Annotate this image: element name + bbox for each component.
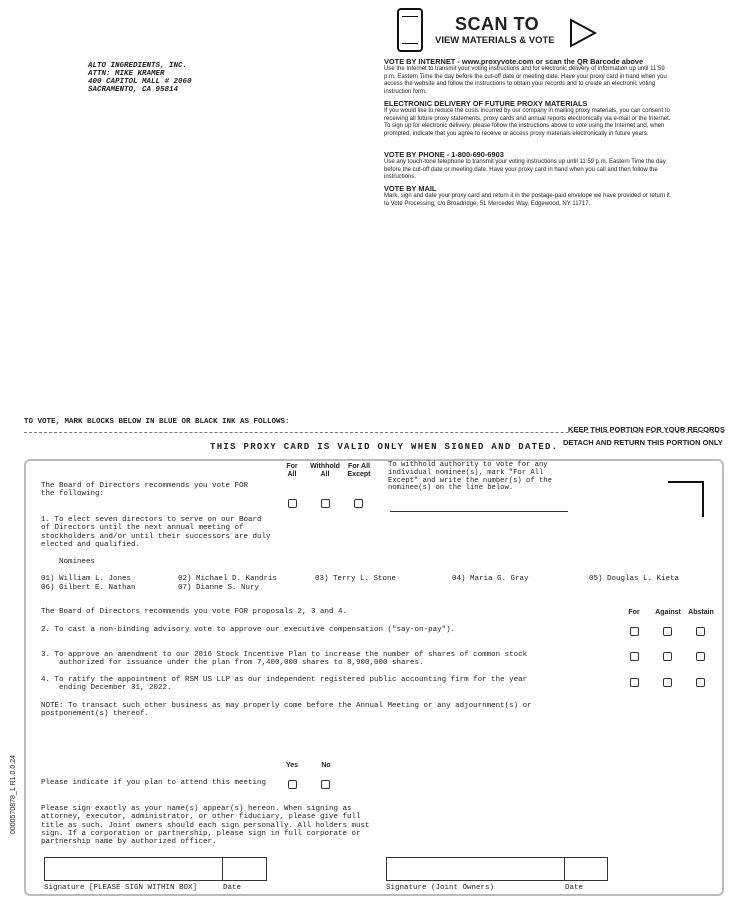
detach-label: DETACH AND RETURN THIS PORTION ONLY bbox=[563, 438, 723, 447]
proposal-2-for-checkbox[interactable] bbox=[630, 627, 639, 636]
nominee: 01) William L. Jones bbox=[41, 575, 132, 583]
proposal-4-for-checkbox[interactable] bbox=[630, 678, 639, 687]
joint-signature-box[interactable] bbox=[386, 857, 608, 881]
play-arrow-icon bbox=[569, 18, 597, 48]
mail-heading: VOTE BY MAIL bbox=[384, 184, 437, 193]
mailing-address bbox=[88, 62, 192, 94]
to-vote-instruction: TO VOTE, MARK BLOCKS BELOW IN BLUE OR BLACK INK AS FOLLOWS: bbox=[24, 418, 290, 426]
nominee: 07) Dianne S. Nury bbox=[178, 584, 260, 592]
nominee: 04) Maria G. Gray bbox=[452, 575, 529, 583]
proposal-4-against-checkbox[interactable] bbox=[663, 678, 672, 687]
for-all-checkbox[interactable] bbox=[288, 499, 297, 508]
note: NOTE: To transact such other business as may properly come before the Annual Meeting or any adjournment(s) or bbox=[41, 702, 532, 710]
scan-title: SCAN TO bbox=[455, 14, 540, 34]
corner-mark bbox=[668, 481, 704, 517]
phone-section bbox=[384, 150, 676, 182]
mail-section bbox=[384, 184, 676, 208]
mail-text: Mark, sign and date your proxy card and return it in the postage-paid envelope we have provided or return it to Vote Processing, c/o Broadridge, 51 Mercedes Way, Edgewood, NY 11717. bbox=[384, 193, 670, 207]
internet-text: Use the Internet to transmit your voting instructions and for electronic delivery of information up until 11:59 p.m. Eastern Time the day before the cut-off date or meeting date. Have your proxy card in hand when you access the website and follow the instructions to obtain your records and to create an electronic voting instruction form. bbox=[384, 66, 667, 95]
keep-portion-label: KEEP THIS PORTION FOR YOUR RECORDS bbox=[568, 425, 725, 434]
electronic-section bbox=[384, 99, 676, 138]
col-no: No bbox=[321, 762, 331, 769]
date-label: Date bbox=[223, 884, 242, 892]
col-for-all-except: For All Except bbox=[347, 463, 371, 478]
nominee: 03) Terry L. Stone bbox=[315, 575, 397, 583]
col-withhold-all: Withhold All bbox=[310, 463, 340, 478]
col-against: Against bbox=[655, 609, 681, 616]
col-for-all: For All bbox=[286, 463, 298, 478]
attend-yes-checkbox[interactable] bbox=[288, 780, 297, 789]
nominee: 02) Michael D. Kandris bbox=[178, 575, 278, 583]
proposal-4-cont: ending December 31, 2022. bbox=[59, 684, 172, 692]
signature-divider bbox=[222, 857, 223, 881]
proposal-3: 3. To approve an amendment to our 2016 Stock Incentive Plan to increase the number of shares of common stock bbox=[41, 651, 528, 659]
note-cont: postponement(s) thereof. bbox=[41, 710, 150, 718]
address-line: 400 CAPITOL MALL # 2060 bbox=[88, 78, 192, 86]
joint-date-label: Date bbox=[565, 884, 584, 892]
phone-icon bbox=[397, 8, 423, 52]
proposal-2: 2. To cast a non-binding advisory vote to approve our executive compensation ("say-on-pay"). bbox=[41, 626, 456, 634]
joint-signature-divider bbox=[564, 857, 565, 881]
proposal-3-against-checkbox[interactable] bbox=[663, 652, 672, 661]
proposal-2-abstain-checkbox[interactable] bbox=[696, 627, 705, 636]
address-line: ALTO INGREDIENTS, INC. bbox=[88, 62, 188, 70]
nominee: 06) Gilbert E. Nathan bbox=[41, 584, 136, 592]
col-abstain: Abstain bbox=[688, 609, 714, 616]
col-for: For bbox=[628, 609, 640, 616]
address-line: ATTN: MIKE KRAMER bbox=[88, 70, 165, 78]
address-line: SACRAMENTO, CA 95814 bbox=[88, 86, 179, 94]
proposal-3-abstain-checkbox[interactable] bbox=[696, 652, 705, 661]
sign-instructions: Please sign exactly as your name(s) appear(s) hereon. When signing as attorney, executor, administrator, or other fiduciary, please give full title as such. Joint owners should each sign personally. All holders must sign. If a corporation or partnership, please sign in full corporate or partnership name by authorized officer. bbox=[41, 805, 370, 847]
scan-subtitle: VIEW MATERIALS & VOTE bbox=[435, 35, 555, 46]
proposal-3-cont: authorized for issuance under the plan from 7,400,000 shares to 8,900,000 shares. bbox=[59, 659, 424, 667]
valid-notice: THIS PROXY CARD IS VALID ONLY WHEN SIGNED AND DATED. bbox=[210, 442, 559, 452]
signature-label: Signature [PLEASE SIGN WITHIN BOX] bbox=[44, 884, 198, 892]
signature-box[interactable] bbox=[44, 857, 267, 881]
proposal-4-abstain-checkbox[interactable] bbox=[696, 678, 705, 687]
board-recommends-2: The Board of Directors recommends you vote FOR proposals 2, 3 and 4. bbox=[41, 608, 348, 616]
side-code: 0000570878_1 R1.0.0.24 bbox=[10, 755, 17, 835]
joint-signature-label: Signature (Joint Owners) bbox=[386, 884, 495, 892]
nominees-label: Nominees bbox=[59, 558, 96, 566]
attend-no-checkbox[interactable] bbox=[321, 780, 330, 789]
phone-text: Use any touch-tone telephone to transmit your voting instructions up until 11:59 p.m. Eastern Time the day before the cut-off date or meeting date. Have your proxy card in hand when you call and then follow the instructions. bbox=[384, 159, 666, 181]
except-write-line[interactable] bbox=[390, 511, 568, 512]
electronic-text: If you would like to reduce the costs incurred by our company in mailing proxy materials, you can consent to receiving all future proxy statements, proxy cards and annual reports electronically via e-mail or the Internet. To sign up for electronic delivery, please follow the instructions above to vote using the Internet and, when prompted, indicate that you agree to receive or access proxy materials electronically in future years. bbox=[384, 108, 671, 137]
electronic-heading: ELECTRONIC DELIVERY OF FUTURE PROXY MATERIALS bbox=[384, 99, 588, 108]
detach-line bbox=[24, 432, 724, 433]
nominee: 05) Douglas L. Kieta bbox=[589, 575, 680, 583]
internet-section bbox=[384, 57, 676, 96]
proposal-2-against-checkbox[interactable] bbox=[663, 627, 672, 636]
attend-question: Please indicate if you plan to attend this meeting bbox=[41, 779, 267, 787]
col-yes: Yes bbox=[285, 762, 299, 769]
phone-heading: VOTE BY PHONE - 1-800-690-6903 bbox=[384, 150, 504, 159]
withhold-instructions: To withhold authority to vote for any individual nominee(s), mark "For All Except" and write the number(s) of the nominee(s) on the line below. bbox=[388, 461, 552, 493]
for-all-except-checkbox[interactable] bbox=[354, 499, 363, 508]
proposal-1: 1. To elect seven directors to serve on our Board of Directors until the next annual meeting of stockholders and/or until their successors are duly elected and qualified. bbox=[41, 516, 271, 549]
proposal-3-for-checkbox[interactable] bbox=[630, 652, 639, 661]
board-recommends: The Board of Directors recommends you vote FOR the following: bbox=[41, 482, 249, 499]
proposal-4: 4. To ratify the appointment of RSM US LLP as our independent registered public accounting firm for the year bbox=[41, 676, 528, 684]
internet-heading: VOTE BY INTERNET - www.proxyvote.com or scan the QR Barcode above bbox=[384, 57, 644, 66]
withhold-all-checkbox[interactable] bbox=[321, 499, 330, 508]
